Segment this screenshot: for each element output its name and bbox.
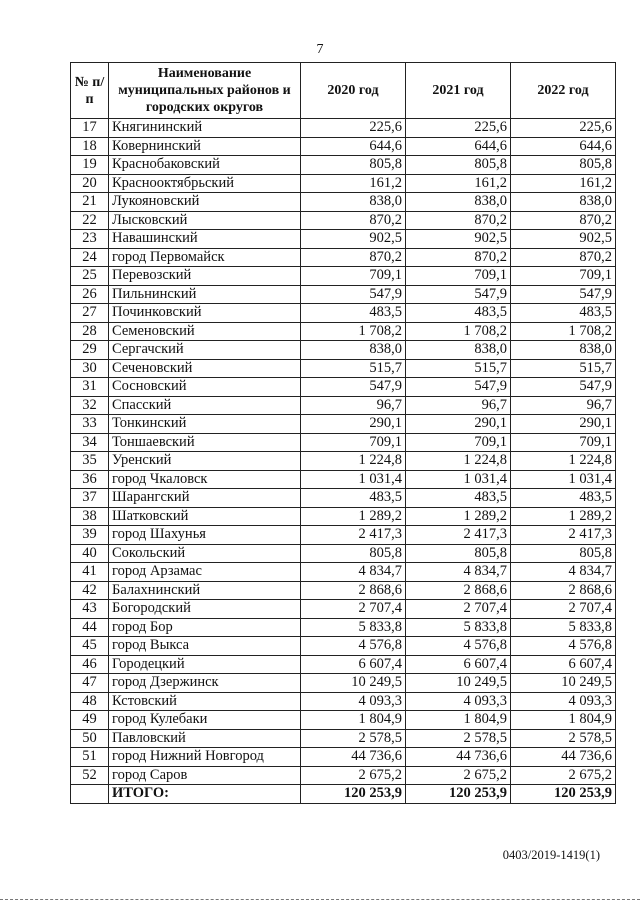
row-number: 20: [71, 174, 109, 193]
header-2021: 2021 год: [406, 63, 511, 119]
header-num: № п/п: [71, 63, 109, 119]
value-2020: 6 607,4: [301, 655, 406, 674]
municipality-name: Перевозский: [109, 267, 301, 286]
value-2021: 902,5: [406, 230, 511, 249]
row-number: 19: [71, 156, 109, 175]
table-row: [71, 748, 616, 767]
table-row: [71, 119, 616, 138]
value-2022: 838,0: [511, 193, 616, 212]
table-header: [71, 63, 616, 119]
municipality-name: Краснооктябрьский: [109, 174, 301, 193]
municipality-name: город Выкса: [109, 637, 301, 656]
value-2020: 290,1: [301, 415, 406, 434]
value-2020: 709,1: [301, 433, 406, 452]
value-2022: 2 675,2: [511, 766, 616, 785]
municipality-name: Семеновский: [109, 322, 301, 341]
value-2020: 5 833,8: [301, 618, 406, 637]
value-2021: 1 224,8: [406, 452, 511, 471]
value-2021: 225,6: [406, 119, 511, 138]
value-2021: 805,8: [406, 156, 511, 175]
value-2021: 709,1: [406, 433, 511, 452]
table-row: [71, 415, 616, 434]
table-row: [71, 637, 616, 656]
table-row: [71, 729, 616, 748]
value-2020: 2 675,2: [301, 766, 406, 785]
value-2020: 838,0: [301, 193, 406, 212]
value-2022: 1 708,2: [511, 322, 616, 341]
value-2022: 290,1: [511, 415, 616, 434]
municipality-name: Шатковский: [109, 507, 301, 526]
value-2020: 10 249,5: [301, 674, 406, 693]
header-name: Наименование муниципальных районов и городских округов: [109, 63, 301, 119]
row-number: 33: [71, 415, 109, 434]
total-2022: 120 253,9: [511, 785, 616, 804]
value-2021: 547,9: [406, 378, 511, 397]
value-2021: 870,2: [406, 248, 511, 267]
row-number: 27: [71, 304, 109, 323]
value-2020: 870,2: [301, 211, 406, 230]
value-2020: 547,9: [301, 378, 406, 397]
value-2021: 483,5: [406, 304, 511, 323]
value-2022: 838,0: [511, 341, 616, 360]
row-number: 42: [71, 581, 109, 600]
total-row: [71, 785, 616, 804]
value-2021: 1 289,2: [406, 507, 511, 526]
scan-edge-divider: [0, 899, 640, 903]
value-2021: 5 833,8: [406, 618, 511, 637]
value-2021: 709,1: [406, 267, 511, 286]
row-number: 44: [71, 618, 109, 637]
municipality-name: Павловский: [109, 729, 301, 748]
municipality-name: город Кулебаки: [109, 711, 301, 730]
row-number: 38: [71, 507, 109, 526]
table-row: [71, 526, 616, 545]
value-2020: 870,2: [301, 248, 406, 267]
document-code: 0403/2019-1419(1): [502, 848, 600, 862]
table-row: [71, 711, 616, 730]
row-number: 29: [71, 341, 109, 360]
value-2022: 4 093,3: [511, 692, 616, 711]
value-2020: 902,5: [301, 230, 406, 249]
row-number: 28: [71, 322, 109, 341]
total-label: ИТОГО:: [109, 785, 301, 804]
row-number: 31: [71, 378, 109, 397]
table-footer: [71, 785, 616, 804]
value-2021: 6 607,4: [406, 655, 511, 674]
municipality-name: Городецкий: [109, 655, 301, 674]
table-row: [71, 618, 616, 637]
municipality-name: Спасский: [109, 396, 301, 415]
value-2020: 4 576,8: [301, 637, 406, 656]
value-2022: 44 736,6: [511, 748, 616, 767]
table-row: [71, 248, 616, 267]
value-2022: 709,1: [511, 267, 616, 286]
total-num-cell: [71, 785, 109, 804]
header-2020: 2020 год: [301, 63, 406, 119]
municipality-name: Княгининский: [109, 119, 301, 138]
value-2022: 644,6: [511, 137, 616, 156]
value-2021: 838,0: [406, 341, 511, 360]
value-2022: 547,9: [511, 285, 616, 304]
table-row: [71, 267, 616, 286]
row-number: 51: [71, 748, 109, 767]
row-number: 45: [71, 637, 109, 656]
value-2021: 1 708,2: [406, 322, 511, 341]
table-row: [71, 156, 616, 175]
value-2021: 96,7: [406, 396, 511, 415]
municipality-name: Ковернинский: [109, 137, 301, 156]
row-number: 47: [71, 674, 109, 693]
value-2020: 4 093,3: [301, 692, 406, 711]
table-row: [71, 433, 616, 452]
value-2022: 2 417,3: [511, 526, 616, 545]
page-number: 7: [316, 42, 324, 57]
row-number: 17: [71, 119, 109, 138]
table-row: [71, 766, 616, 785]
row-number: 36: [71, 470, 109, 489]
municipality-name: Сокольский: [109, 544, 301, 563]
allocation-table: [70, 62, 616, 804]
row-number: 49: [71, 711, 109, 730]
municipality-name: Сосновский: [109, 378, 301, 397]
value-2020: 1 804,9: [301, 711, 406, 730]
table-body: [71, 119, 616, 785]
municipality-name: город Саров: [109, 766, 301, 785]
value-2022: 1 224,8: [511, 452, 616, 471]
value-2021: 1 804,9: [406, 711, 511, 730]
value-2022: 483,5: [511, 304, 616, 323]
value-2020: 547,9: [301, 285, 406, 304]
value-2021: 4 834,7: [406, 563, 511, 582]
row-number: 26: [71, 285, 109, 304]
value-2022: 805,8: [511, 156, 616, 175]
municipality-name: город Бор: [109, 618, 301, 637]
value-2020: 2 868,6: [301, 581, 406, 600]
value-2020: 644,6: [301, 137, 406, 156]
value-2021: 838,0: [406, 193, 511, 212]
municipality-name: город Нижний Новгород: [109, 748, 301, 767]
table-row: [71, 655, 616, 674]
table-row: [71, 470, 616, 489]
value-2021: 870,2: [406, 211, 511, 230]
row-number: 25: [71, 267, 109, 286]
value-2021: 2 868,6: [406, 581, 511, 600]
value-2022: 870,2: [511, 248, 616, 267]
row-number: 21: [71, 193, 109, 212]
value-2022: 4 576,8: [511, 637, 616, 656]
table-row: [71, 285, 616, 304]
municipality-name: Тонкинский: [109, 415, 301, 434]
row-number: 39: [71, 526, 109, 545]
value-2020: 2 417,3: [301, 526, 406, 545]
header-2022: 2022 год: [511, 63, 616, 119]
value-2020: 483,5: [301, 304, 406, 323]
value-2022: 96,7: [511, 396, 616, 415]
table-row: [71, 674, 616, 693]
table-row: [71, 396, 616, 415]
municipality-name: Лысковский: [109, 211, 301, 230]
value-2020: 515,7: [301, 359, 406, 378]
row-number: 32: [71, 396, 109, 415]
row-number: 48: [71, 692, 109, 711]
value-2021: 4 576,8: [406, 637, 511, 656]
value-2021: 290,1: [406, 415, 511, 434]
municipality-name: Пильнинский: [109, 285, 301, 304]
municipality-name: город Первомайск: [109, 248, 301, 267]
municipality-name: город Чкаловск: [109, 470, 301, 489]
value-2020: 96,7: [301, 396, 406, 415]
value-2022: 709,1: [511, 433, 616, 452]
table-row: [71, 193, 616, 212]
value-2022: 5 833,8: [511, 618, 616, 637]
value-2022: 2 578,5: [511, 729, 616, 748]
municipality-name: Сергачский: [109, 341, 301, 360]
table-row: [71, 174, 616, 193]
value-2021: 547,9: [406, 285, 511, 304]
value-2021: 644,6: [406, 137, 511, 156]
value-2021: 44 736,6: [406, 748, 511, 767]
value-2022: 161,2: [511, 174, 616, 193]
table-row: [71, 692, 616, 711]
value-2021: 161,2: [406, 174, 511, 193]
value-2020: 161,2: [301, 174, 406, 193]
value-2020: 4 834,7: [301, 563, 406, 582]
table-row: [71, 230, 616, 249]
row-number: 43: [71, 600, 109, 619]
value-2020: 1 224,8: [301, 452, 406, 471]
table-row: [71, 359, 616, 378]
value-2022: 225,6: [511, 119, 616, 138]
table-row: [71, 378, 616, 397]
municipality-name: Тоншаевский: [109, 433, 301, 452]
value-2020: 483,5: [301, 489, 406, 508]
table-row: [71, 322, 616, 341]
value-2020: 1 289,2: [301, 507, 406, 526]
value-2021: 2 675,2: [406, 766, 511, 785]
municipality-name: Краснобаковский: [109, 156, 301, 175]
value-2022: 1 804,9: [511, 711, 616, 730]
value-2021: 10 249,5: [406, 674, 511, 693]
table-row: [71, 137, 616, 156]
value-2021: 4 093,3: [406, 692, 511, 711]
value-2021: 483,5: [406, 489, 511, 508]
municipality-name: Уренский: [109, 452, 301, 471]
value-2020: 1 708,2: [301, 322, 406, 341]
row-number: 22: [71, 211, 109, 230]
row-number: 30: [71, 359, 109, 378]
value-2020: 805,8: [301, 544, 406, 563]
municipality-name: город Арзамас: [109, 563, 301, 582]
value-2022: 902,5: [511, 230, 616, 249]
row-number: 34: [71, 433, 109, 452]
table-row: [71, 211, 616, 230]
row-number: 23: [71, 230, 109, 249]
value-2022: 2 707,4: [511, 600, 616, 619]
value-2020: 1 031,4: [301, 470, 406, 489]
value-2020: 44 736,6: [301, 748, 406, 767]
municipality-name: Починковский: [109, 304, 301, 323]
value-2022: 2 868,6: [511, 581, 616, 600]
value-2020: 2 707,4: [301, 600, 406, 619]
value-2021: 2 578,5: [406, 729, 511, 748]
value-2021: 515,7: [406, 359, 511, 378]
value-2022: 1 289,2: [511, 507, 616, 526]
value-2020: 838,0: [301, 341, 406, 360]
row-number: 24: [71, 248, 109, 267]
municipality-name: Богородский: [109, 600, 301, 619]
municipality-name: Навашинский: [109, 230, 301, 249]
row-number: 37: [71, 489, 109, 508]
table-row: [71, 600, 616, 619]
value-2022: 870,2: [511, 211, 616, 230]
table-row: [71, 489, 616, 508]
value-2020: 805,8: [301, 156, 406, 175]
municipality-name: Балахнинский: [109, 581, 301, 600]
row-number: 18: [71, 137, 109, 156]
table-row: [71, 544, 616, 563]
value-2022: 1 031,4: [511, 470, 616, 489]
table-row: [71, 507, 616, 526]
table-row: [71, 341, 616, 360]
value-2021: 2 707,4: [406, 600, 511, 619]
municipality-name: Лукояновский: [109, 193, 301, 212]
value-2020: 709,1: [301, 267, 406, 286]
value-2022: 6 607,4: [511, 655, 616, 674]
value-2020: 2 578,5: [301, 729, 406, 748]
total-2020: 120 253,9: [301, 785, 406, 804]
municipality-name: Шарангский: [109, 489, 301, 508]
value-2022: 805,8: [511, 544, 616, 563]
municipality-name: город Шахунья: [109, 526, 301, 545]
value-2021: 805,8: [406, 544, 511, 563]
value-2022: 547,9: [511, 378, 616, 397]
row-number: 40: [71, 544, 109, 563]
table-row: [71, 581, 616, 600]
row-number: 50: [71, 729, 109, 748]
total-2021: 120 253,9: [406, 785, 511, 804]
table-row: [71, 563, 616, 582]
value-2022: 515,7: [511, 359, 616, 378]
value-2022: 10 249,5: [511, 674, 616, 693]
row-number: 46: [71, 655, 109, 674]
value-2022: 4 834,7: [511, 563, 616, 582]
table-row: [71, 452, 616, 471]
value-2020: 225,6: [301, 119, 406, 138]
municipality-name: Кстовский: [109, 692, 301, 711]
table-row: [71, 304, 616, 323]
value-2021: 2 417,3: [406, 526, 511, 545]
row-number: 35: [71, 452, 109, 471]
row-number: 52: [71, 766, 109, 785]
value-2021: 1 031,4: [406, 470, 511, 489]
value-2022: 483,5: [511, 489, 616, 508]
row-number: 41: [71, 563, 109, 582]
municipality-name: Сеченовский: [109, 359, 301, 378]
municipality-name: город Дзержинск: [109, 674, 301, 693]
